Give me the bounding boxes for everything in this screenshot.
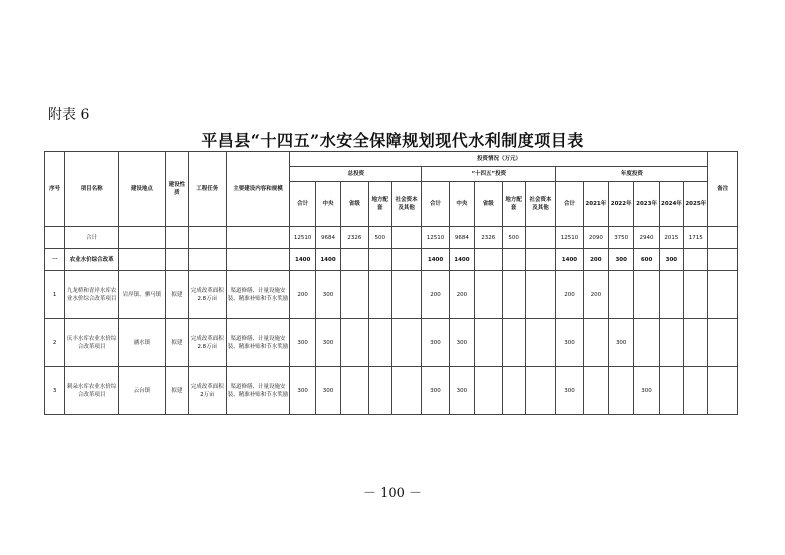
cell-value	[684, 367, 708, 415]
cell-value: 1400	[449, 249, 474, 271]
cell-value	[391, 271, 421, 319]
cell-value: 2940	[634, 227, 659, 249]
header-year: 2024年	[659, 182, 683, 227]
header-year: 2025年	[684, 182, 708, 227]
cell-value	[391, 249, 421, 271]
row-content: 渠道修缮、计量设施安装、精准补贴和节水奖励	[226, 319, 290, 367]
cell-value: 300	[634, 367, 659, 415]
cell-value	[609, 271, 634, 319]
row-content: 渠道修缮、计量设施安装、精准补贴和节水奖励	[226, 367, 290, 415]
cell-value: 200	[583, 249, 608, 271]
cell-value: 9684	[315, 227, 340, 249]
cell-value	[391, 367, 421, 415]
cell-value: 600	[634, 249, 659, 271]
header-subtotal: 合计	[556, 182, 583, 227]
row-location: 岩岸镇、驷马镇	[119, 271, 166, 319]
header-provincial: 省级	[475, 182, 502, 227]
cell-value	[659, 319, 683, 367]
cell-value: 300	[290, 367, 315, 415]
table-row-total	[45, 227, 738, 249]
cell-value: 1400	[315, 249, 340, 271]
row-name: 农业水价综合改革	[65, 249, 119, 271]
table-row	[45, 319, 738, 367]
cell-value: 3750	[609, 227, 634, 249]
cell-value: 300	[609, 319, 634, 367]
header-name: 项目名称	[65, 152, 119, 227]
cell-value	[475, 249, 502, 271]
header-local: 地方配套	[368, 182, 391, 227]
cell-value	[502, 367, 525, 415]
cell-value: 200	[583, 271, 608, 319]
header-remark: 备注	[708, 152, 738, 227]
cell-value	[475, 367, 502, 415]
header-year: 2022年	[609, 182, 634, 227]
cell-value	[525, 367, 555, 415]
header-nature: 建设性质	[165, 152, 188, 227]
cell-value	[391, 227, 421, 249]
cell-value	[341, 367, 368, 415]
cell-value	[659, 367, 683, 415]
cell-value: 300	[659, 249, 683, 271]
cell-value: 1715	[684, 227, 708, 249]
cell-value: 300	[556, 319, 583, 367]
cell-value: 300	[422, 319, 449, 367]
page-number: － 100 －	[362, 486, 423, 501]
row-nature: 拟建	[165, 271, 188, 319]
row-task: 完成改革面积2.8万亩	[189, 319, 227, 367]
header-location: 建设地点	[119, 152, 166, 227]
cell-value: 9684	[449, 227, 474, 249]
row-name: 九龙桥和青岸水库农业水价综合改革项目	[65, 271, 119, 319]
cell-value: 200	[290, 271, 315, 319]
annex-label: 附表 6	[48, 107, 90, 123]
row-seq: 一	[45, 249, 65, 271]
cell-value: 500	[368, 227, 391, 249]
cell-value	[502, 249, 525, 271]
table-row	[45, 271, 738, 319]
cell-value: 300	[609, 249, 634, 271]
cell-value	[684, 271, 708, 319]
row-name: 刺朵水库农业水价综合改革项目	[65, 367, 119, 415]
cell-value	[368, 367, 391, 415]
cell-value	[525, 271, 555, 319]
row-label: 合计	[65, 227, 119, 249]
cell-value: 2326	[341, 227, 368, 249]
cell-value	[525, 249, 555, 271]
cell-value	[368, 249, 391, 271]
header-central: 中央	[315, 182, 340, 227]
cell-value	[502, 271, 525, 319]
header-subtotal: 合计	[422, 182, 449, 227]
header-content: 主要建设内容和规模	[226, 152, 290, 227]
cell-value: 500	[502, 227, 525, 249]
cell-value: 2090	[583, 227, 608, 249]
header-provincial: 省级	[341, 182, 368, 227]
cell-value	[368, 319, 391, 367]
cell-value	[684, 319, 708, 367]
header-annual-group: 年度投资	[556, 167, 708, 182]
cell-value	[341, 249, 368, 271]
row-task: 完成改革面积2万亩	[189, 367, 227, 415]
cell-value: 300	[449, 319, 474, 367]
row-location: 涵水镇	[119, 319, 166, 367]
cell-value: 12510	[290, 227, 315, 249]
header-social: 社会资本及其他	[391, 182, 421, 227]
cell-value: 12510	[556, 227, 583, 249]
header-local: 地方配套	[502, 182, 525, 227]
cell-value: 300	[315, 367, 340, 415]
header-seq: 序号	[45, 152, 65, 227]
row-nature: 拟建	[165, 367, 188, 415]
row-seq: 2	[45, 319, 65, 367]
row-content: 渠道修缮、计量设施安装、精准补贴和节水奖励	[226, 271, 290, 319]
row-name: 庆丰水库农业水价综合改革项目	[65, 319, 119, 367]
cell-value	[391, 319, 421, 367]
row-seq: 1	[45, 271, 65, 319]
cell-value: 1400	[422, 249, 449, 271]
cell-value: 300	[315, 271, 340, 319]
header-subtotal: 合计	[290, 182, 315, 227]
header-fyp-group: “十四五”投资	[422, 167, 556, 182]
cell-value	[341, 271, 368, 319]
cell-value	[475, 319, 502, 367]
cell-value: 300	[556, 367, 583, 415]
cell-value	[525, 227, 555, 249]
cell-value: 1400	[290, 249, 315, 271]
header-total-group: 总投资	[290, 167, 422, 182]
cell-value	[502, 319, 525, 367]
cell-value	[475, 271, 502, 319]
header-year: 2023年	[634, 182, 659, 227]
cell-value: 300	[290, 319, 315, 367]
cell-value: 1400	[556, 249, 583, 271]
header-social: 社会资本及其他	[525, 182, 555, 227]
cell-value: 200	[556, 271, 583, 319]
cell-value	[583, 319, 608, 367]
cell-value	[634, 271, 659, 319]
cell-value: 12510	[422, 227, 449, 249]
project-table	[44, 151, 738, 415]
cell-value	[525, 319, 555, 367]
page-title: 平昌县“十四五”水安全保障规划现代水利制度项目表	[201, 131, 584, 150]
header-task: 工程任务	[189, 152, 227, 227]
cell-value: 300	[315, 319, 340, 367]
row-task: 完成改革面积2.8万亩	[189, 271, 227, 319]
table-row-category	[45, 249, 738, 271]
cell-value: 200	[422, 271, 449, 319]
cell-value: 300	[449, 367, 474, 415]
cell-value: 2015	[659, 227, 683, 249]
cell-value	[634, 319, 659, 367]
cell-value	[659, 271, 683, 319]
cell-value	[583, 367, 608, 415]
row-seq: 3	[45, 367, 65, 415]
cell-value	[684, 249, 708, 271]
cell-value	[341, 319, 368, 367]
cell-value: 300	[422, 367, 449, 415]
cell-value: 2326	[475, 227, 502, 249]
cell-value: 200	[449, 271, 474, 319]
cell-value	[609, 367, 634, 415]
row-nature: 拟建	[165, 319, 188, 367]
header-central: 中央	[449, 182, 474, 227]
table-row	[45, 367, 738, 415]
row-location: 云台镇	[119, 367, 166, 415]
header-year: 2021年	[583, 182, 608, 227]
header-investment: 投资情况（万元）	[290, 152, 708, 167]
cell-value	[368, 271, 391, 319]
